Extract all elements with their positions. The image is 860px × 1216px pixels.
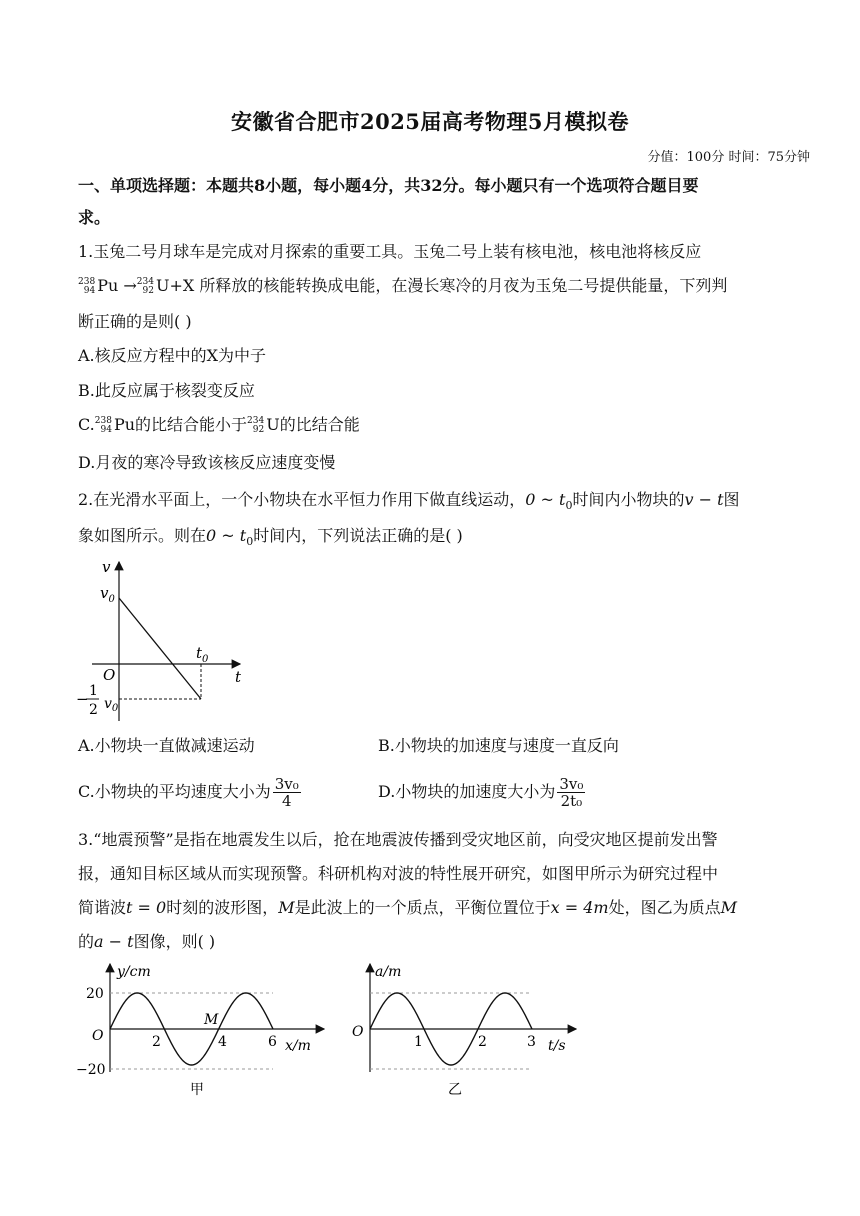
score-time-info: 分值：100分 时间：75分钟 — [647, 150, 810, 165]
q1-option-b: B.此反应属于核裂变反应 — [78, 381, 255, 400]
q3-stem-line3: 简谐波t = 0时刻的波形图，M是此波上的一个质点，平衡位置位于x = 4m处，图乙为质点M — [78, 898, 737, 917]
u-isotope-numbers: 234 92 — [136, 276, 154, 296]
q1-option-a: A.核反应方程中的X为中子 — [78, 346, 267, 365]
point-m-label: M — [204, 1012, 219, 1028]
half-num: 1 — [89, 683, 98, 699]
y-pos-tick: 20 — [86, 986, 104, 1002]
origin-label: O — [352, 1024, 364, 1040]
q2-option-b: B.小物块的加速度与速度一直反向 — [378, 736, 619, 755]
q1-stem-line3: 断正确的是则( ) — [78, 312, 192, 331]
caption-jia: 甲 — [190, 1082, 204, 1098]
q2-vt-graph — [72, 556, 262, 726]
origin-label: O — [92, 1028, 104, 1044]
q3-stem-line2: 报，通知目标区域从而实现预警。科研机构对波的特性展开研究，如图甲所示为研究过程中 — [78, 864, 719, 883]
origin-label: O — [103, 666, 116, 684]
q2-stem-line2: 象如图所示。则在0 ~ $t_0$时间内，下列说法正确的是( ) — [78, 526, 463, 549]
pu-symbol: Pu — [97, 276, 119, 295]
neg-v0-label: $v_0$ — [104, 696, 119, 714]
fraction-3v0-2t0: $\frac{\text{3v₀}}{\text{2t₀}}$ — [559, 775, 584, 810]
q3-stem-line4: 的a − t图像，则( ) — [78, 932, 216, 951]
x-label: x/m — [285, 1038, 311, 1054]
q1-stem-line2-rest: 所释放的核能转换成电能，在漫长寒冷的月夜为玉兔二号提供能量，下列判 — [199, 276, 728, 295]
t-label: t/s — [548, 1038, 566, 1054]
q1-option-d: D.月夜的寒冷导致该核反应速度变慢 — [78, 453, 336, 472]
y-label: y/cm — [117, 964, 151, 980]
q2-stem-line1: 2.在光滑水平面上，一个小物块在水平恒力作用下做直线运动，0 ~ $t_0$时间内小物块的v − t图 — [78, 490, 740, 513]
t-axis-label: t — [235, 668, 242, 686]
caption-yi: 乙 — [448, 1082, 462, 1098]
neg-sign: − — [76, 690, 89, 708]
vt-line — [119, 598, 201, 699]
q2-option-c: C.小物块的平均速度大小为 $\frac{\text{3v₀}}{4}$ — [78, 775, 299, 810]
x-tick-2: 2 — [152, 1034, 161, 1050]
q2-option-a: A.小物块一直做减速运动 — [78, 736, 255, 755]
pu-isotope-numbers: 238 94 — [78, 276, 96, 296]
v0-label: $v_0$ — [100, 584, 115, 605]
page-title: 安徽省合肥市2025届高考物理5月模拟卷 — [230, 109, 630, 134]
q1-option-c: C. 238 94 Pu的比结合能小于 234 92 U的比结合能 — [78, 415, 360, 435]
t-tick-1: 1 — [414, 1034, 423, 1050]
half-den: 2 — [89, 702, 98, 718]
a-label: a/m — [375, 964, 402, 980]
q2-option-d: D.小物块的加速度大小为 $\frac{\text{3v₀}}{\text{2t₀}}$ — [378, 775, 584, 810]
u-symbol: U+X — [155, 276, 195, 295]
reaction-arrow: → — [123, 276, 137, 295]
q1-stem-line1: 1.玉兔二号月球车是完成对月探索的重要工具。玉兔二号上装有核电池，核电池将核反应 — [78, 242, 702, 261]
fraction-3v0-4: $\frac{\text{3v₀}}{4}$ — [274, 775, 299, 810]
t-tick-2: 2 — [478, 1034, 487, 1050]
x-tick-6: 6 — [268, 1034, 277, 1050]
q3-wave-graph-jia — [72, 958, 332, 1098]
q1-stem-line2 — [78, 276, 727, 296]
y-neg-tick: −20 — [76, 1062, 106, 1078]
t-tick-3: 3 — [527, 1034, 536, 1050]
section-heading: 一、单项选择题：本题共8小题，每小题4分，共32分。每小题只有一个选项符合题目要 — [78, 176, 699, 195]
section-heading-cont: 求。 — [78, 208, 111, 227]
q3-at-graph-yi — [342, 958, 582, 1098]
v-axis-label: v — [102, 558, 111, 576]
x-tick-4: 4 — [218, 1034, 227, 1050]
t0-label: $t_0$ — [196, 644, 209, 665]
q3-stem-line1: 3.“地震预警”是指在地震发生以后，抢在地震波传播到受灾地区前，向受灾地区提前发出警 — [78, 830, 718, 849]
